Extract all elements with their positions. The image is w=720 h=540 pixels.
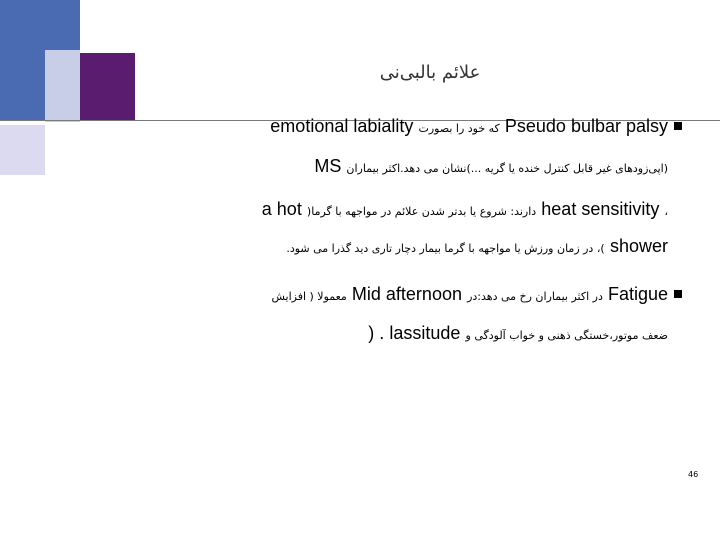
text-fa: )، در زمان ورزش یا مواجهه با گرما بیمار دچار تاری دید گذرا می شود.	[286, 242, 605, 255]
text-closing: ) .	[368, 323, 385, 343]
decor-block-blue-small	[0, 50, 45, 120]
line-3	[262, 199, 668, 220]
text-fa: در اکثر بیماران رخ می دهد:در	[467, 290, 603, 303]
term-pseudo-bulbar-palsy: Pseudo bulbar palsy	[504, 116, 668, 136]
line-6	[368, 323, 668, 344]
term-ms: MS	[314, 156, 342, 176]
decor-block-lavender	[0, 125, 45, 175]
term-mid-afternoon: Mid afternoon	[351, 284, 462, 304]
term-fatigue: Fatigue	[607, 284, 668, 304]
text-fa: که خود را بصورت	[418, 122, 500, 135]
decor-block-blue	[0, 0, 80, 50]
page-number: 46	[688, 470, 699, 479]
term-heat-sensitivity: heat sensitivity	[541, 199, 660, 219]
text-fa: ،	[664, 205, 668, 218]
bullet-square-icon	[674, 290, 682, 298]
text-fa: دارند: شروع یا بدتر شدن علائم در مواجهه با گرما(	[306, 205, 537, 218]
line-4	[286, 236, 668, 257]
text-fa: معمولا ( افزایش	[271, 290, 347, 303]
text-fa: ضعف موتور،خستگی ذهنی و خواب آلودگی و	[465, 329, 668, 342]
term-emotional-labiality: emotional labiality	[270, 116, 414, 136]
bullet-2-line	[271, 284, 668, 305]
slide-title: علائم بالبی‌نی	[379, 62, 481, 83]
term-a-hot: a hot	[261, 199, 302, 219]
term-shower: shower	[609, 236, 668, 256]
bullet-square-icon	[674, 122, 682, 130]
term-lassitude: lassitude	[389, 323, 461, 343]
bullet-1-line	[270, 116, 668, 137]
decor-block-purple	[80, 53, 135, 121]
decor-block-light-blue	[45, 50, 80, 122]
text-fa: (اپی‌زودهای غیر قابل کنترل خنده یا گریه ...)نشان می دهد.اکثر بیماران	[346, 162, 668, 175]
line-2	[314, 156, 668, 177]
